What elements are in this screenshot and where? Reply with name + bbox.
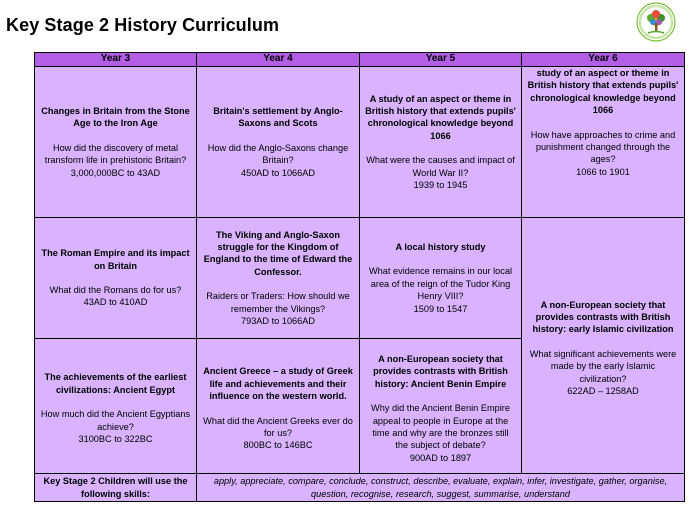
topic-title: A non-European society that provides contrasts with British history: early Islamic civilization xyxy=(532,299,674,335)
topic-question: What did the Romans do for us? xyxy=(49,285,182,295)
year3-topic-1 xyxy=(35,67,197,218)
topic-question: How did the discovery of metal transform life in prehistoric Britain? xyxy=(44,142,187,166)
topic-title: Changes in Britain from the Stone Age to the Iron Age xyxy=(41,105,190,129)
topic-title: The Viking and Anglo-Saxon struggle for the Kingdom of England to the time of Edward the Confessor. xyxy=(203,229,353,277)
skills-label: Key Stage 2 Children will use the following skills: xyxy=(35,474,197,502)
topic-dates: 1066 to 1901 xyxy=(576,166,630,177)
topic-dates: 1939 to 1945 xyxy=(413,180,468,191)
topic-title: A local history study xyxy=(395,241,486,252)
year5-topic-1 xyxy=(360,67,522,218)
topic-question: Raiders or Traders: How should we remember the Vikings? xyxy=(206,291,350,314)
topic-question: What significant achievements were made by the early Islamic civilization? xyxy=(529,348,677,384)
header-year-6: Year 6 xyxy=(522,53,685,67)
topic-title: A study of an aspect or theme in British history that extends pupils' chronological knowledge beyond 1066 xyxy=(365,93,516,141)
header-year-5: Year 5 xyxy=(360,53,522,67)
year5-topic-2 xyxy=(360,218,522,339)
topic-dates: 622AD – 1258AD xyxy=(567,386,639,397)
topic-title: Britain's settlement by Anglo-Saxons and Scots xyxy=(213,105,343,129)
table-row xyxy=(35,67,685,218)
topic-dates: 3100BC to 322BC xyxy=(78,434,153,445)
topic-question: What were the causes and impact of World War II? xyxy=(366,155,515,178)
topic-question: What evidence remains in our local area of the reign of the Tudor King Henry VIII? xyxy=(369,266,512,302)
topic-title: study of an aspect or theme in British history that extends pupils' chronological knowledge beyond 1066 xyxy=(527,68,679,116)
topic-dates: 800BC to 146BC xyxy=(243,440,313,451)
topic-question: What did the Ancient Greeks ever do for us? xyxy=(203,415,353,438)
topic-question: Why did the Ancient Benin Empire appeal to people in Europe at the time and why are the bronzes still the subject of debate? xyxy=(371,403,510,451)
topic-dates: 900AD to 1897 xyxy=(409,452,472,463)
year4-topic-1 xyxy=(197,67,360,218)
curriculum-table xyxy=(34,52,685,479)
topic-question: How did the Anglo-Saxons change Britain? xyxy=(207,142,349,166)
year3-topic-2 xyxy=(35,218,197,339)
topic-question: How much did the Ancient Egyptians achieve? xyxy=(40,409,191,432)
topic-title: The Roman Empire and its impact on Britain xyxy=(41,248,190,271)
header-year-3: Year 3 xyxy=(35,53,197,67)
page-title: Key Stage 2 History Curriculum xyxy=(6,15,280,35)
topic-title: A non-European society that provides contrasts with British history: Ancient Benin Empire xyxy=(373,353,508,389)
year6-topic-1 xyxy=(522,67,685,218)
year4-topic-2 xyxy=(197,218,360,339)
year3-topic-3 xyxy=(35,339,197,479)
header-year-4: Year 4 xyxy=(197,53,360,67)
tree-logo-icon xyxy=(636,2,676,42)
skills-row xyxy=(35,474,685,502)
topic-dates: 1509 to 1547 xyxy=(413,303,468,314)
skills-list: apply, appreciate, compare, conclude, construct, describe, evaluate, explain, infer, investigate, gather, organise, question, recognise, research, suggest, summarise, understand xyxy=(197,474,685,502)
table-row xyxy=(35,218,685,339)
topic-dates: 43AD to 410AD xyxy=(83,297,148,308)
topic-dates: 3,000,000BC to 43AD xyxy=(70,167,161,178)
skills-table xyxy=(34,473,685,502)
topic-dates: 450AD to 1066AD xyxy=(240,167,316,178)
topic-dates: 793AD to 1066AD xyxy=(240,316,316,327)
year6-topic-merged xyxy=(522,218,685,479)
year4-topic-3 xyxy=(197,339,360,479)
header-row xyxy=(35,53,685,67)
year5-topic-3 xyxy=(360,339,522,479)
topic-question: How have approaches to crime and punishment changed through the ages? xyxy=(530,129,676,165)
topic-title: The achievements of the earliest civilizations: Ancient Egypt xyxy=(44,372,187,395)
topic-title: Ancient Greece – a study of Greek life and achievements and their influence on the western world. xyxy=(203,366,353,402)
